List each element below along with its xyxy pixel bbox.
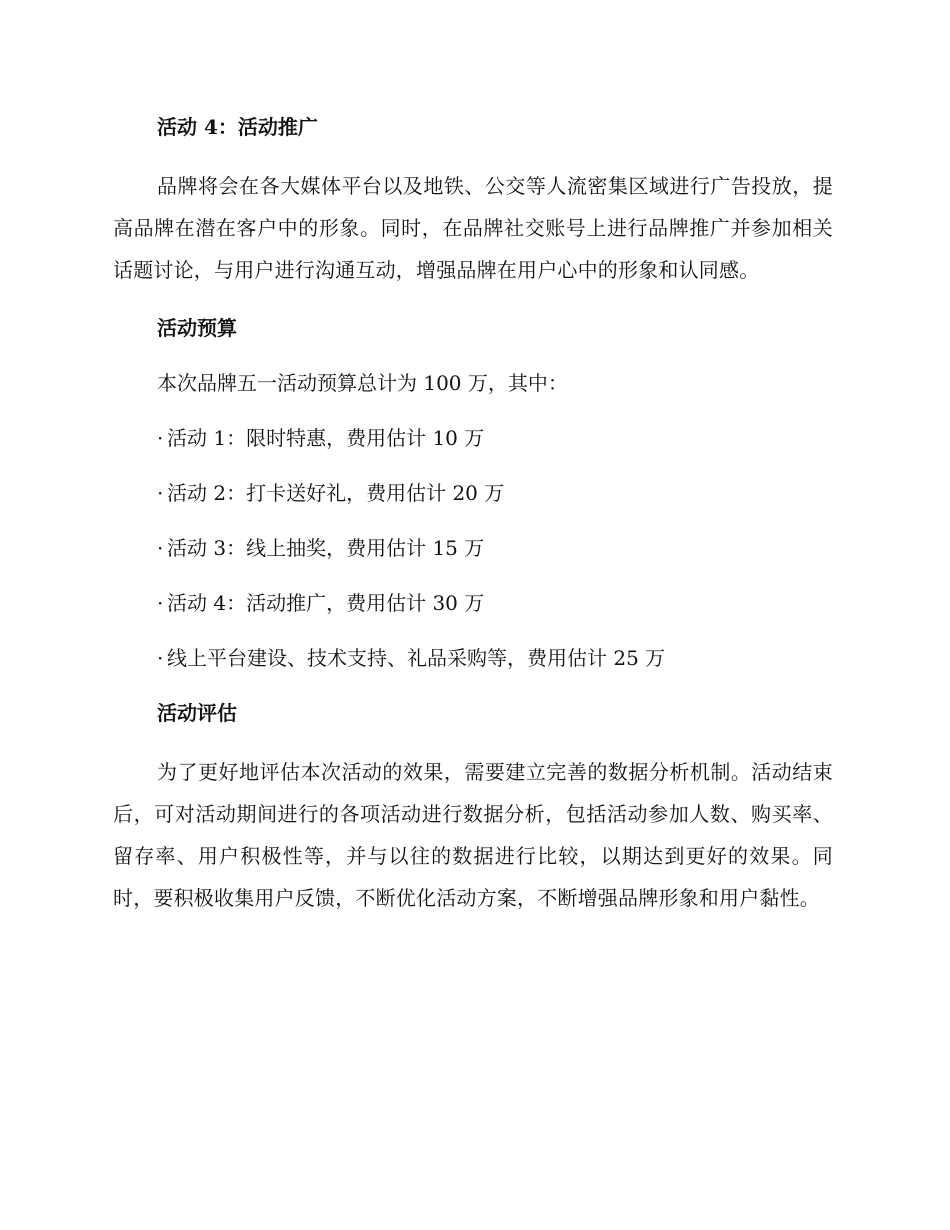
budget-item [113, 586, 833, 620]
promotion-paragraph: 品牌将会在各大媒体平台以及地铁、公交等人流密集区域进行广告投放，提高品牌在潜在客户中的形象。同时，在品牌社交账号上进行品牌推广并参加相关话题讨论，与用户进行沟通互动，增强品牌在用户心中的形象和认同感。 [113, 174, 833, 282]
budget-item [113, 641, 833, 675]
budget-item-text: 线上平台建设、技术支持、礼品采购等，费用估计 25 万 [167, 646, 666, 670]
budget-item-text: 活动 4：活动推广，费用估计 30 万 [167, 591, 485, 615]
bullet-mark: · [157, 536, 164, 560]
budget-item-text: 活动 1：限时特惠，费用估计 10 万 [167, 426, 485, 450]
budget-item-text: 活动 3：线上抽奖，费用估计 15 万 [167, 536, 485, 560]
bullet-mark: · [157, 646, 164, 670]
budget-item [113, 421, 833, 455]
section-heading-evaluation: 活动评估 [157, 701, 237, 725]
budget-item [113, 531, 833, 565]
document-content [113, 110, 833, 919]
bullet-mark: · [157, 426, 164, 450]
bullet-mark: · [157, 591, 164, 615]
bullet-mark: · [157, 481, 164, 505]
evaluation-paragraph: 为了更好地评估本次活动的效果，需要建立完善的数据分析机制。活动结束后，可对活动期间进行的各项活动进行数据分析，包括活动参加人数、购买率、留存率、用户积极性等，并与以往的数据进行比较，以期达到更好的效果。同时，要积极收集用户反馈，不断优化活动方案，不断增强品牌形象和用户黏性。 [113, 760, 833, 910]
budget-item-text: 活动 2：打卡送好礼，费用估计 20 万 [167, 481, 505, 505]
budget-intro: 本次品牌五一活动预算总计为 100 万，其中： [157, 371, 568, 395]
section-heading-budget: 活动预算 [157, 316, 237, 340]
budget-item [113, 476, 833, 510]
budget-list [113, 421, 833, 675]
section-heading-promotion: 活动 4：活动推广 [157, 115, 318, 139]
